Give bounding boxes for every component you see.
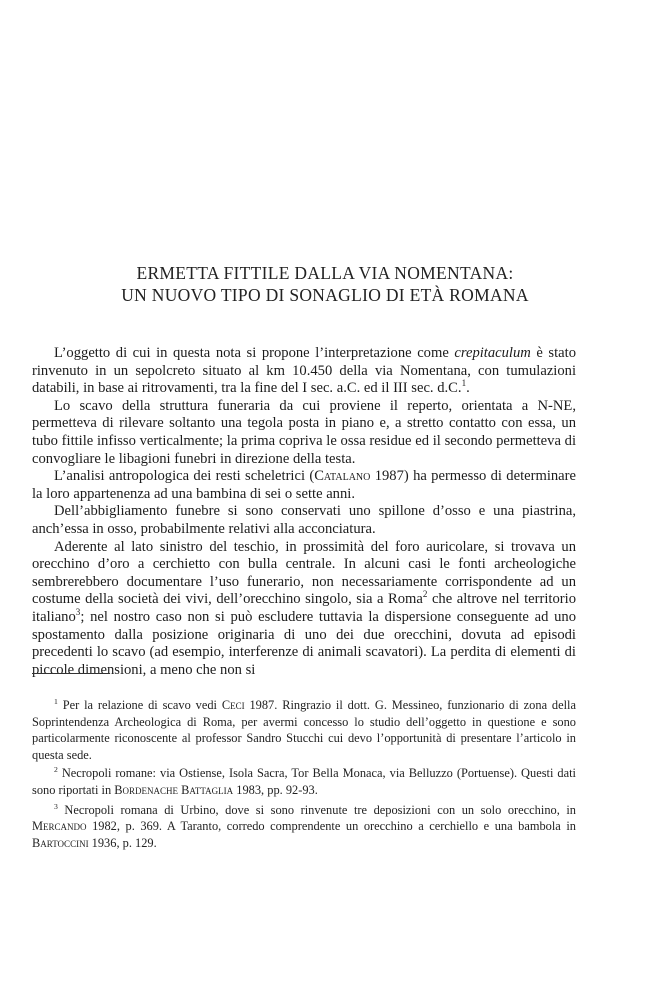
footnote-3-text-a: Necropoli romana di Urbino, dove si sono rinvenute tre deposizioni con un solo orecchino, in: [57, 802, 576, 817]
footnote-ref-1: 1: [461, 378, 467, 389]
paragraph-1: [32, 345, 576, 398]
article-title: [60, 262, 590, 306]
paragraph-3: [32, 468, 576, 503]
paragraph-5-text-a: Aderente al lato sinistro del teschio, in prossimità del foro auricolare, si trovava un orecchino d’oro a cerchietto con bulla centrale. In alcuni casi le fonti archeologiche sembrerebbero documentare l’uso funerario, non necessariamente corrispondente ad un costume della società dei vivi, dell’orecchino singolo, sia a Roma: [32, 538, 576, 608]
paragraph-5: [32, 539, 576, 680]
footnote-2-text-a: Necropoli romane: via Ostiense, Isola Sacra, Tor Bella Monaca, via Belluzzo (Portuense). Questi dati sono riportati in: [32, 766, 576, 797]
footnote-3: [32, 802, 576, 852]
title-line-2: UN NUOVO TIPO DI SONAGLIO DI ETÀ ROMANA: [121, 285, 529, 305]
title-line-1: ERMETTA FITTILE DALLA VIA NOMENTANA:: [136, 263, 514, 283]
footnote-3-text-b: 1982, p. 369. A Taranto, corredo comprendente un orecchino a cerchiello e una bambola in: [86, 819, 576, 834]
footnote-ref-2: 2: [422, 589, 428, 600]
paragraph-3-text-a: L’analisi antropologica dei resti scheletrici (: [54, 468, 315, 485]
footnote-divider: [32, 673, 110, 674]
footnote-2: [32, 765, 576, 798]
footnote-2-text-b: 1983, pp. 92-93.: [233, 782, 318, 797]
paragraph-5-text-b: che altrove nel territorio italiano: [32, 591, 576, 625]
footnote-1-text-b: 1987. Ringrazio il dott. G. Messineo, funzionario di zona della Soprintendenza Archeologica di Roma, per avermi concesso lo studio dell’oggetto in questione e sono particolarmente riconoscente al professor Sandro Stucchi cui devo l’opportunità di presentare l’articolo in questa sede.: [32, 698, 576, 762]
author-citation: Mercando: [32, 819, 87, 834]
footnote-number: 2: [54, 765, 58, 775]
article-body: [32, 345, 576, 679]
footnote-3-text-c: 1936, p. 129.: [88, 835, 157, 850]
author-citation: Bartoccini: [32, 835, 89, 850]
paragraph-1-end: .: [466, 380, 470, 397]
author-citation: Catalano: [314, 468, 371, 485]
paragraph-1-text-b: è stato rinvenuto in un sepolcreto situato al km 10.450 della via Nomentana, con tumulazioni databili, in base ai ritrovamenti, tra la fine del I sec. a.C. ed il III sec. d.C.: [32, 345, 576, 397]
author-citation: Ceci: [221, 698, 245, 712]
footnote-1-text-a: Per la relazione di scavo vedi: [57, 698, 222, 712]
paragraph-2: Lo scavo della struttura funeraria da cui proviene il reperto, orientata a N-NE, permetteva di rilevare soltanto una tegola posta in piano e, a stretto contatto con essa, un tubo fittile infisso verticalmente; la prima copriva le ossa residue ed il secondo permetteva di convogliare le libagioni funebri in direzione della testa.: [32, 397, 576, 467]
footnotes: [32, 697, 576, 854]
footnote-number: 3: [54, 801, 58, 811]
italic-term: crepitaculum: [454, 345, 531, 361]
author-citation: Bordenache Battaglia: [114, 782, 234, 797]
footnote-1: [32, 697, 576, 763]
paragraph-4: Dell’abbigliamento funebre si sono conservati uno spillone d’osso e una piastrina, anch’essa in osso, probabilmente relativi alla acconciatura.: [32, 503, 576, 537]
paragraph-3-text-b: 1987) ha permesso di determinare la loro appartenenza ad una bambina di sei o sette anni.: [32, 468, 576, 502]
paragraph-5-text-c: ; nel nostro caso non si può escludere tuttavia la dispersione conseguente ad uno spostamento dalla posizione originaria di uno dei due orecchini, dovuta ad episodi precedenti lo scavo (ad esempio, interferenze di animali scavatori). La perdita di elementi di piccole dimensioni, a meno che non si: [32, 608, 576, 678]
footnote-ref-3: 3: [75, 607, 81, 618]
paragraph-1-text-a: L’oggetto di cui in questa nota si propone l’interpretazione come: [54, 345, 455, 361]
footnote-number: 1: [54, 696, 58, 706]
